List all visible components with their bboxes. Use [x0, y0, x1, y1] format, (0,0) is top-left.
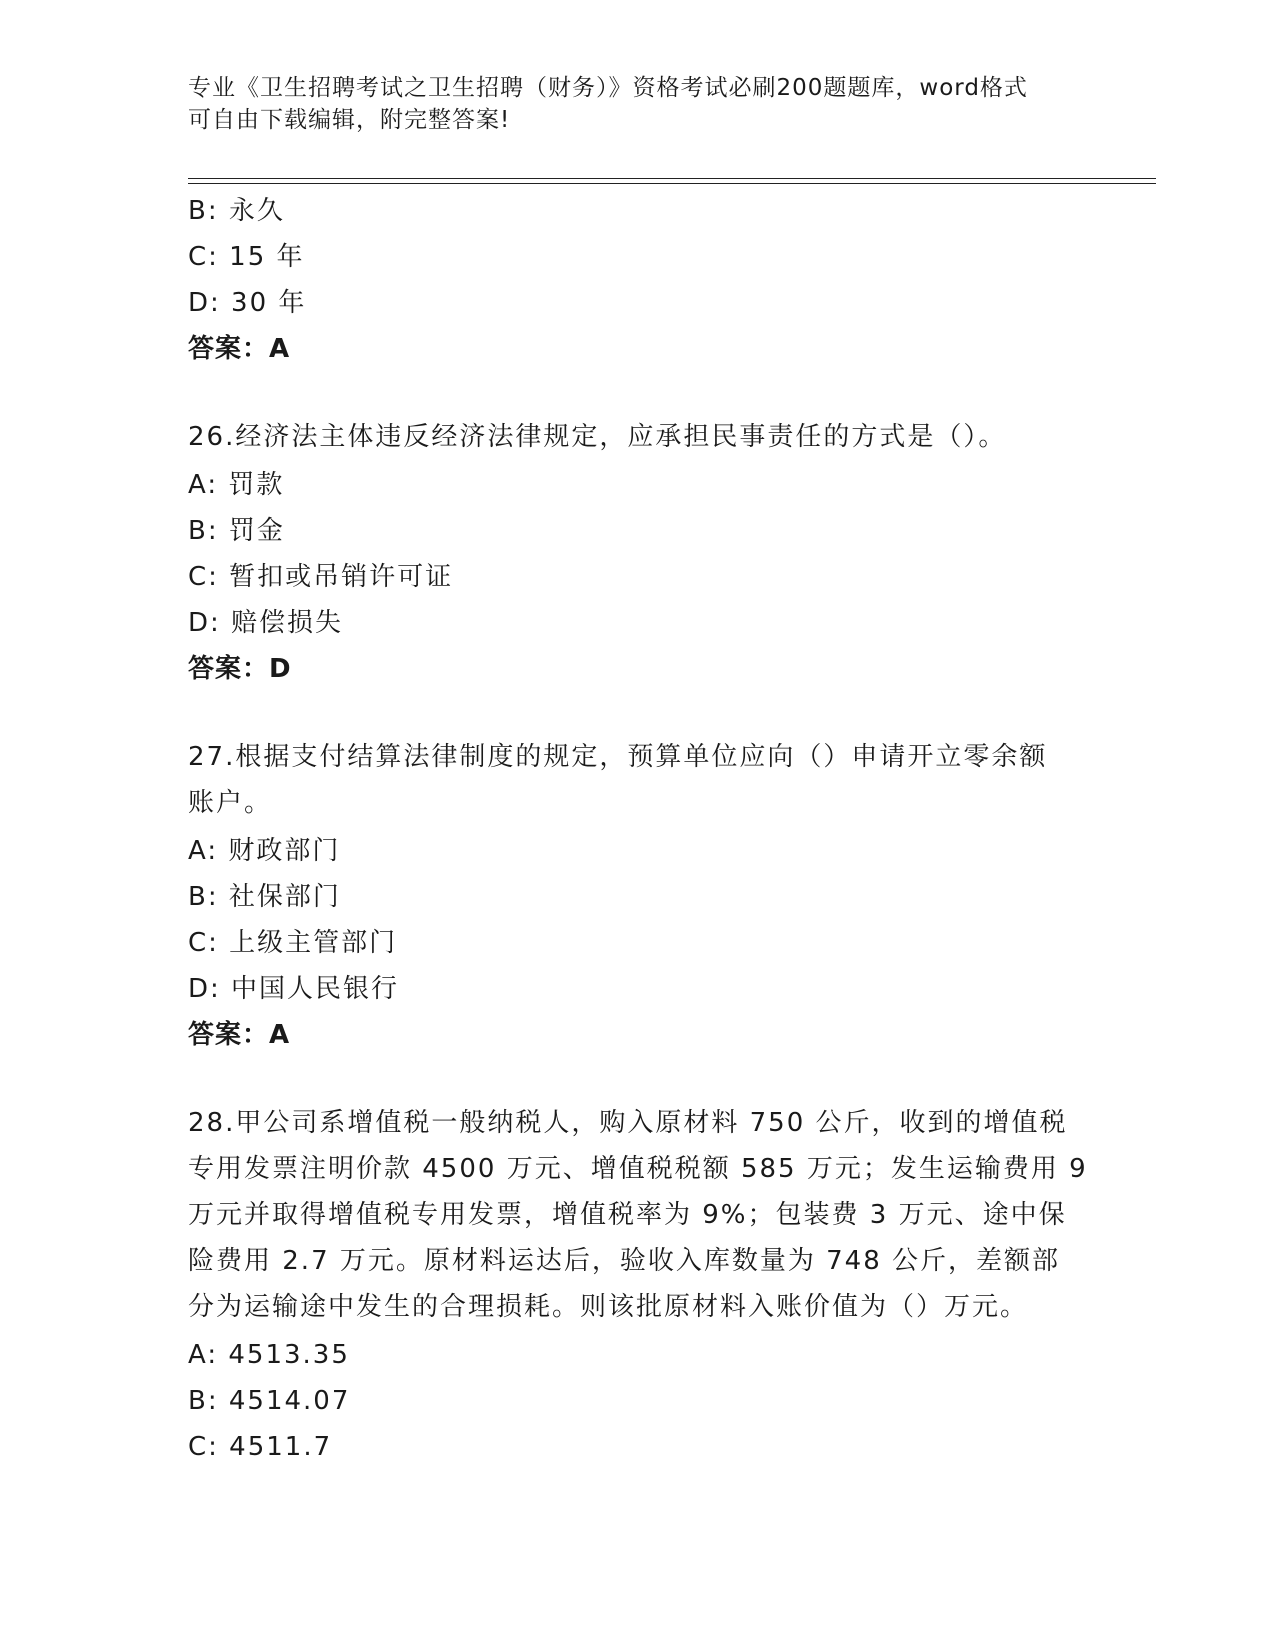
option-b: B: 社保部门 [188, 882, 341, 912]
option-a: A: 罚款 [188, 470, 285, 500]
question-28 [188, 1102, 1088, 1470]
question-stem-line-5: 分为运输途中发生的合理损耗。则该批原材料入账价值为（）万元。 [188, 1292, 1029, 1322]
option-d: D: 中国人民银行 [188, 974, 400, 1004]
question-stem: 26.经济法主体违反经济法律规定，应承担民事责任的方式是（）。 [188, 422, 1007, 452]
question-list [188, 188, 1088, 1470]
question-25 [188, 188, 1088, 372]
question-stem-line-2: 账户。 [188, 788, 273, 818]
header-divider-top [188, 178, 1156, 179]
option-c: C: 4511.7 [188, 1432, 333, 1462]
spacer [188, 1058, 1088, 1102]
question-stem-line-2: 专用发票注明价款 4500 万元、增值税税额 585 万元；发生运输费用 9 [188, 1154, 1088, 1184]
option-c: C: 15 年 [188, 242, 305, 272]
answer-label: 答案：A [188, 334, 291, 364]
answer-label: 答案：D [188, 654, 292, 684]
option-a: A: 财政部门 [188, 836, 341, 866]
header-line-2: 可自由下载编辑，附完整答案! [188, 107, 511, 133]
option-b: B: 4514.07 [188, 1386, 351, 1416]
question-stem-line-1: 28.甲公司系增值税一般纳税人，购入原材料 750 公斤，收到的增值税 [188, 1108, 1068, 1138]
option-d: D: 赔偿损失 [188, 608, 344, 638]
header-line-1: 专业《卫生招聘考试之卫生招聘（财务）》资格考试必刷200题题库，word格式 [188, 75, 1028, 101]
question-stem-line-4: 险费用 2.7 万元。原材料运达后，验收入库数量为 748 公斤，差额部 [188, 1246, 1061, 1276]
question-stem-line-3: 万元并取得增值税专用发票，增值税率为 9%；包装费 3 万元、途中保 [188, 1200, 1067, 1230]
answer-label: 答案：A [188, 1020, 291, 1050]
spacer [188, 692, 1088, 736]
option-d: D: 30 年 [188, 288, 307, 318]
option-c: C: 暂扣或吊销许可证 [188, 562, 454, 592]
option-a: A: 4513.35 [188, 1340, 350, 1370]
question-stem-line-1: 27.根据支付结算法律制度的规定，预算单位应向（）申请开立零余额 [188, 742, 1048, 772]
option-b: B: 永久 [188, 196, 285, 226]
spacer [188, 372, 1088, 416]
option-b: B: 罚金 [188, 516, 285, 546]
header-divider-bottom [188, 183, 1156, 184]
question-27 [188, 736, 1088, 1058]
document-header [188, 72, 1068, 136]
question-26 [188, 416, 1088, 692]
option-c: C: 上级主管部门 [188, 928, 398, 958]
